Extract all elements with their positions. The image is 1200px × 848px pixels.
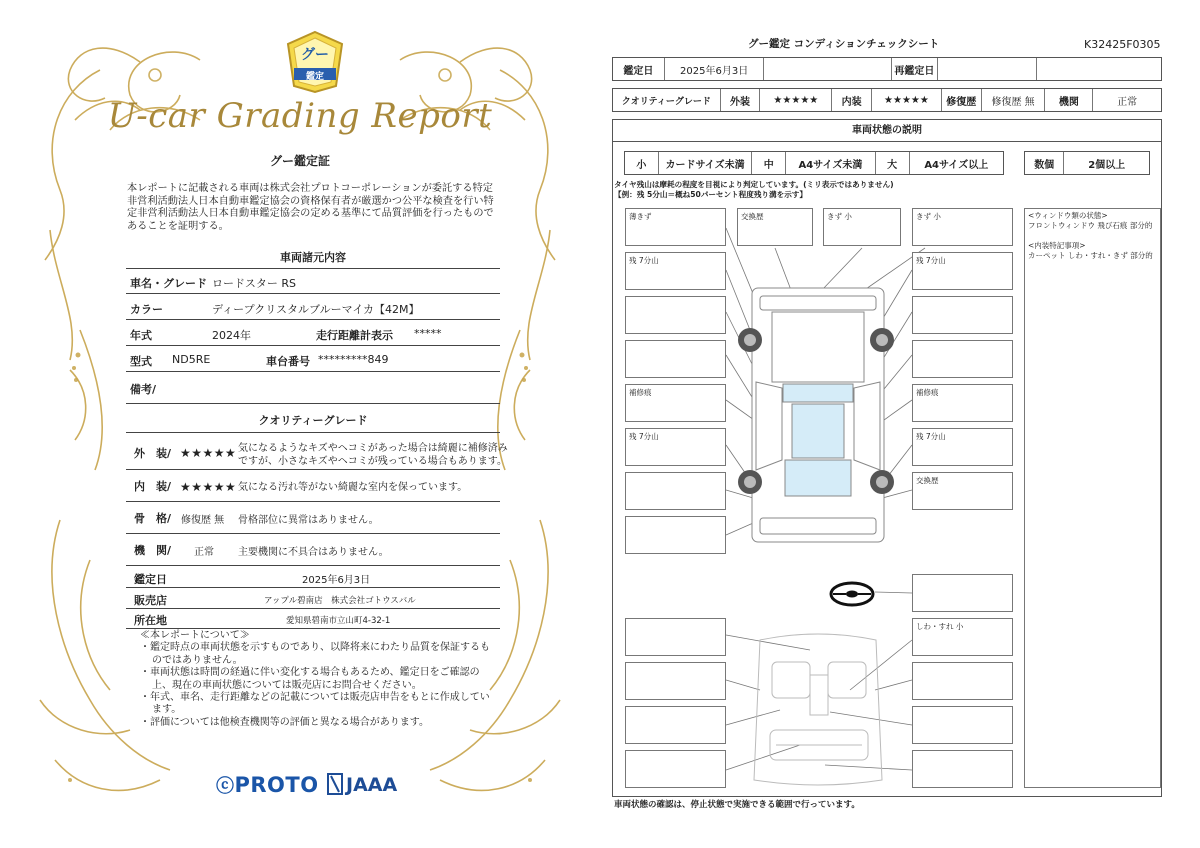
certificate-statement: 本レポートに記載される車両は株式会社プロトコーポレーションが委託する特定非営利活動法人日本自動車鑑定協会の資格保有者が厳選かつ公平な検査を行い特定非営利活動法人日本自動車鑑定協会の定める基準にて品質評価を行ったものであることを証明する。 [127, 183, 494, 232]
interior-heading: <内装特記事項> [1028, 241, 1086, 250]
window-text: フロントウィンドウ 飛び石痕 部分的 [1028, 221, 1153, 230]
label: 再鑑定日 [892, 58, 938, 80]
label: 内装 [832, 89, 872, 111]
exterior-text: 気になるようなキズやヘコミがあった場合は綺麗に補修済み [238, 443, 508, 454]
label: 車台番号 [266, 355, 310, 368]
chassis-number: *********849 [318, 353, 389, 366]
condition-box: しわ・すれ 小 [912, 618, 1013, 656]
badge-label-bottom: 鑑定 [305, 72, 324, 82]
spec-row-year [126, 322, 500, 346]
badge-label-top: グー [301, 47, 329, 63]
condition-box [625, 706, 726, 744]
model-code: ND5RE [172, 353, 211, 366]
condition-box: きず 小 [912, 208, 1013, 246]
spacer [1028, 231, 1157, 241]
vehicle-year: 2024年 [212, 329, 251, 342]
dealer-address: 愛知県碧南市立山町4-32-1 [286, 616, 391, 626]
spec-row-name [126, 270, 500, 294]
sheet-id: K32425F0305 [1084, 38, 1161, 51]
label: 備考/ [130, 383, 157, 396]
label: 走行距離計表示 [316, 329, 393, 342]
legend-count-desc: 2個以上 [1088, 159, 1126, 171]
notes-title: ≪本レポートについて≫ [140, 630, 250, 641]
grading-date: 2025年6月3日 [302, 575, 371, 586]
engine-text: 主要機関に不具合はありません。 [238, 547, 389, 558]
note-item: ・車両状態は時間の経過に伴い変化する場合もあるため、鑑定日をご確認の上、現在の車両状態については販売店にお問合せください。 [140, 667, 480, 691]
legend-count: 数個 [1025, 152, 1064, 174]
condition-box [625, 296, 726, 334]
label: 鑑定日 [613, 58, 665, 80]
condition-box: きず 小 [823, 208, 901, 246]
legend-small: 小 [625, 152, 659, 174]
condition-box [625, 340, 726, 378]
repair-value: 修復歴 無 [982, 89, 1046, 111]
divider [126, 432, 500, 433]
label: 販売店 [134, 594, 167, 607]
divider [126, 268, 500, 269]
remarks-panel [1024, 208, 1161, 788]
condition-box: 残 7分山 [912, 252, 1013, 290]
mileage-value: ***** [414, 327, 442, 340]
quality-row-frame [126, 504, 500, 534]
condition-box [625, 662, 726, 700]
note-item: ・年式、車名、走行距離などの記載については販売店申告をもとに作成しています。 [140, 692, 490, 716]
note-item: ・評価については他検査機関等の評価と異なる場合があります。 [140, 716, 429, 728]
engine-value: 正常 [194, 547, 214, 558]
sheet-title: グー鑑定 コンディションチェックシート [748, 38, 940, 50]
frame-text: 骨格部位に異常はありません。 [238, 515, 379, 526]
label: 年式 [130, 329, 152, 342]
condition-box: 補修痕 [625, 384, 726, 422]
label: 型式 [130, 355, 152, 368]
legend-large-desc: A4サイズ以上 [924, 159, 989, 171]
condition-box [912, 296, 1013, 334]
engine-value: 正常 [1117, 96, 1138, 108]
footer-logos [216, 770, 416, 800]
panel-title: 車両状態の説明 [613, 120, 1161, 142]
exterior-stars: ★★★★★ [180, 446, 237, 460]
legend-mid: 中 [752, 152, 786, 174]
window-heading: <ウィンドウ類の状態> [1028, 211, 1108, 220]
condition-box [625, 618, 726, 656]
tire-note: タイヤ残山は摩耗の程度を目視により判定しています。(ミリ表示ではありません) 【例：残 5分山＝概ね50パーセント程度残り溝を示す】 [614, 180, 894, 199]
row-date [126, 568, 500, 588]
jaaa-logo: JAAA [346, 774, 398, 796]
spec-row-model [126, 348, 500, 372]
quality-heading: クオリティーグレード [258, 414, 368, 427]
label: カラー [130, 303, 163, 316]
condition-box: 残 7分山 [625, 252, 726, 290]
condition-box: 残 7分山 [625, 428, 726, 466]
vehicle-name: ロードスター RS [212, 277, 297, 290]
condition-box [912, 706, 1013, 744]
vehicle-color: ディープクリスタルブルーマイカ【42M】 [212, 303, 420, 316]
note-item: ・鑑定時点の車両状態を示すものであり、以降将来にわたり品質を保証するものではありません。 [140, 642, 490, 666]
label: 所在地 [134, 614, 167, 627]
dealer-name: アップル碧南店 株式会社ゴトウスバル [264, 596, 416, 606]
label: 骨 格/ [134, 512, 172, 525]
condition-box [912, 662, 1013, 700]
quality-row-exterior [126, 434, 508, 470]
legend-small-desc: カードサイズ未満 [659, 152, 753, 174]
condition-box: 交換歴 [737, 208, 813, 246]
condition-box: 薄きず [625, 208, 726, 246]
interior-stars: ★★★★★ [872, 89, 942, 111]
proto-logo: ⓒPROTO [216, 773, 319, 797]
label: 車名・グレード [130, 277, 207, 290]
label: 鑑定日 [134, 573, 167, 586]
footer-note: 車両状態の確認は、停止状態で実施できる範囲で行っています。 [614, 800, 860, 810]
interior-text: カーペット しわ・すれ・きず 部分的 [1028, 251, 1153, 260]
condition-box: 補修痕 [912, 384, 1013, 422]
condition-box [912, 750, 1013, 788]
frame-value: 修復歴 無 [181, 515, 225, 526]
grading-date: 2025年6月3日 [665, 58, 765, 80]
spec-row-remarks [126, 374, 500, 404]
condition-box [625, 472, 726, 510]
condition-box [625, 750, 726, 788]
quality-row-interior [126, 472, 500, 502]
row-address [126, 609, 500, 629]
label: 外装 [721, 89, 761, 111]
exterior-stars: ★★★★★ [760, 89, 832, 111]
label: 機 関/ [134, 544, 172, 557]
proto-mark-icon: ⓒ [216, 776, 235, 797]
interior-text: 気になる汚れ等がない綺麗な室内を保っています。 [238, 482, 468, 493]
label: クオリティーグレード [613, 89, 721, 111]
legend-mid-desc: A4サイズ未満 [786, 152, 876, 174]
condition-box [912, 340, 1013, 378]
interior-stars: ★★★★★ [180, 480, 237, 494]
label: 修復歴 [942, 89, 982, 111]
condition-check-sheet [600, 0, 1200, 848]
condition-box: 交換歴 [912, 472, 1013, 510]
report-title: U-car Grading Report [107, 96, 493, 136]
certificate-title: グー鑑定証 [269, 154, 330, 168]
report-notes [140, 630, 490, 729]
label: 外 装/ [134, 447, 172, 460]
jaaa-mark-icon [326, 772, 344, 796]
label: 機関 [1045, 89, 1093, 111]
condition-box: 残 7分山 [912, 428, 1013, 466]
spec-heading: 車両諸元内容 [280, 251, 346, 264]
exterior-text-2: ですが、小さなキズやヘコミが残っている場合もあります。 [238, 456, 507, 467]
quality-row-engine [126, 536, 500, 566]
steering-wheel-icon [829, 580, 875, 608]
legend-large: 大 [876, 152, 910, 174]
condition-box [912, 574, 1013, 612]
label: 内 装/ [134, 480, 172, 493]
row-dealer [126, 589, 500, 609]
spec-row-color [126, 296, 500, 320]
condition-box [625, 516, 726, 554]
